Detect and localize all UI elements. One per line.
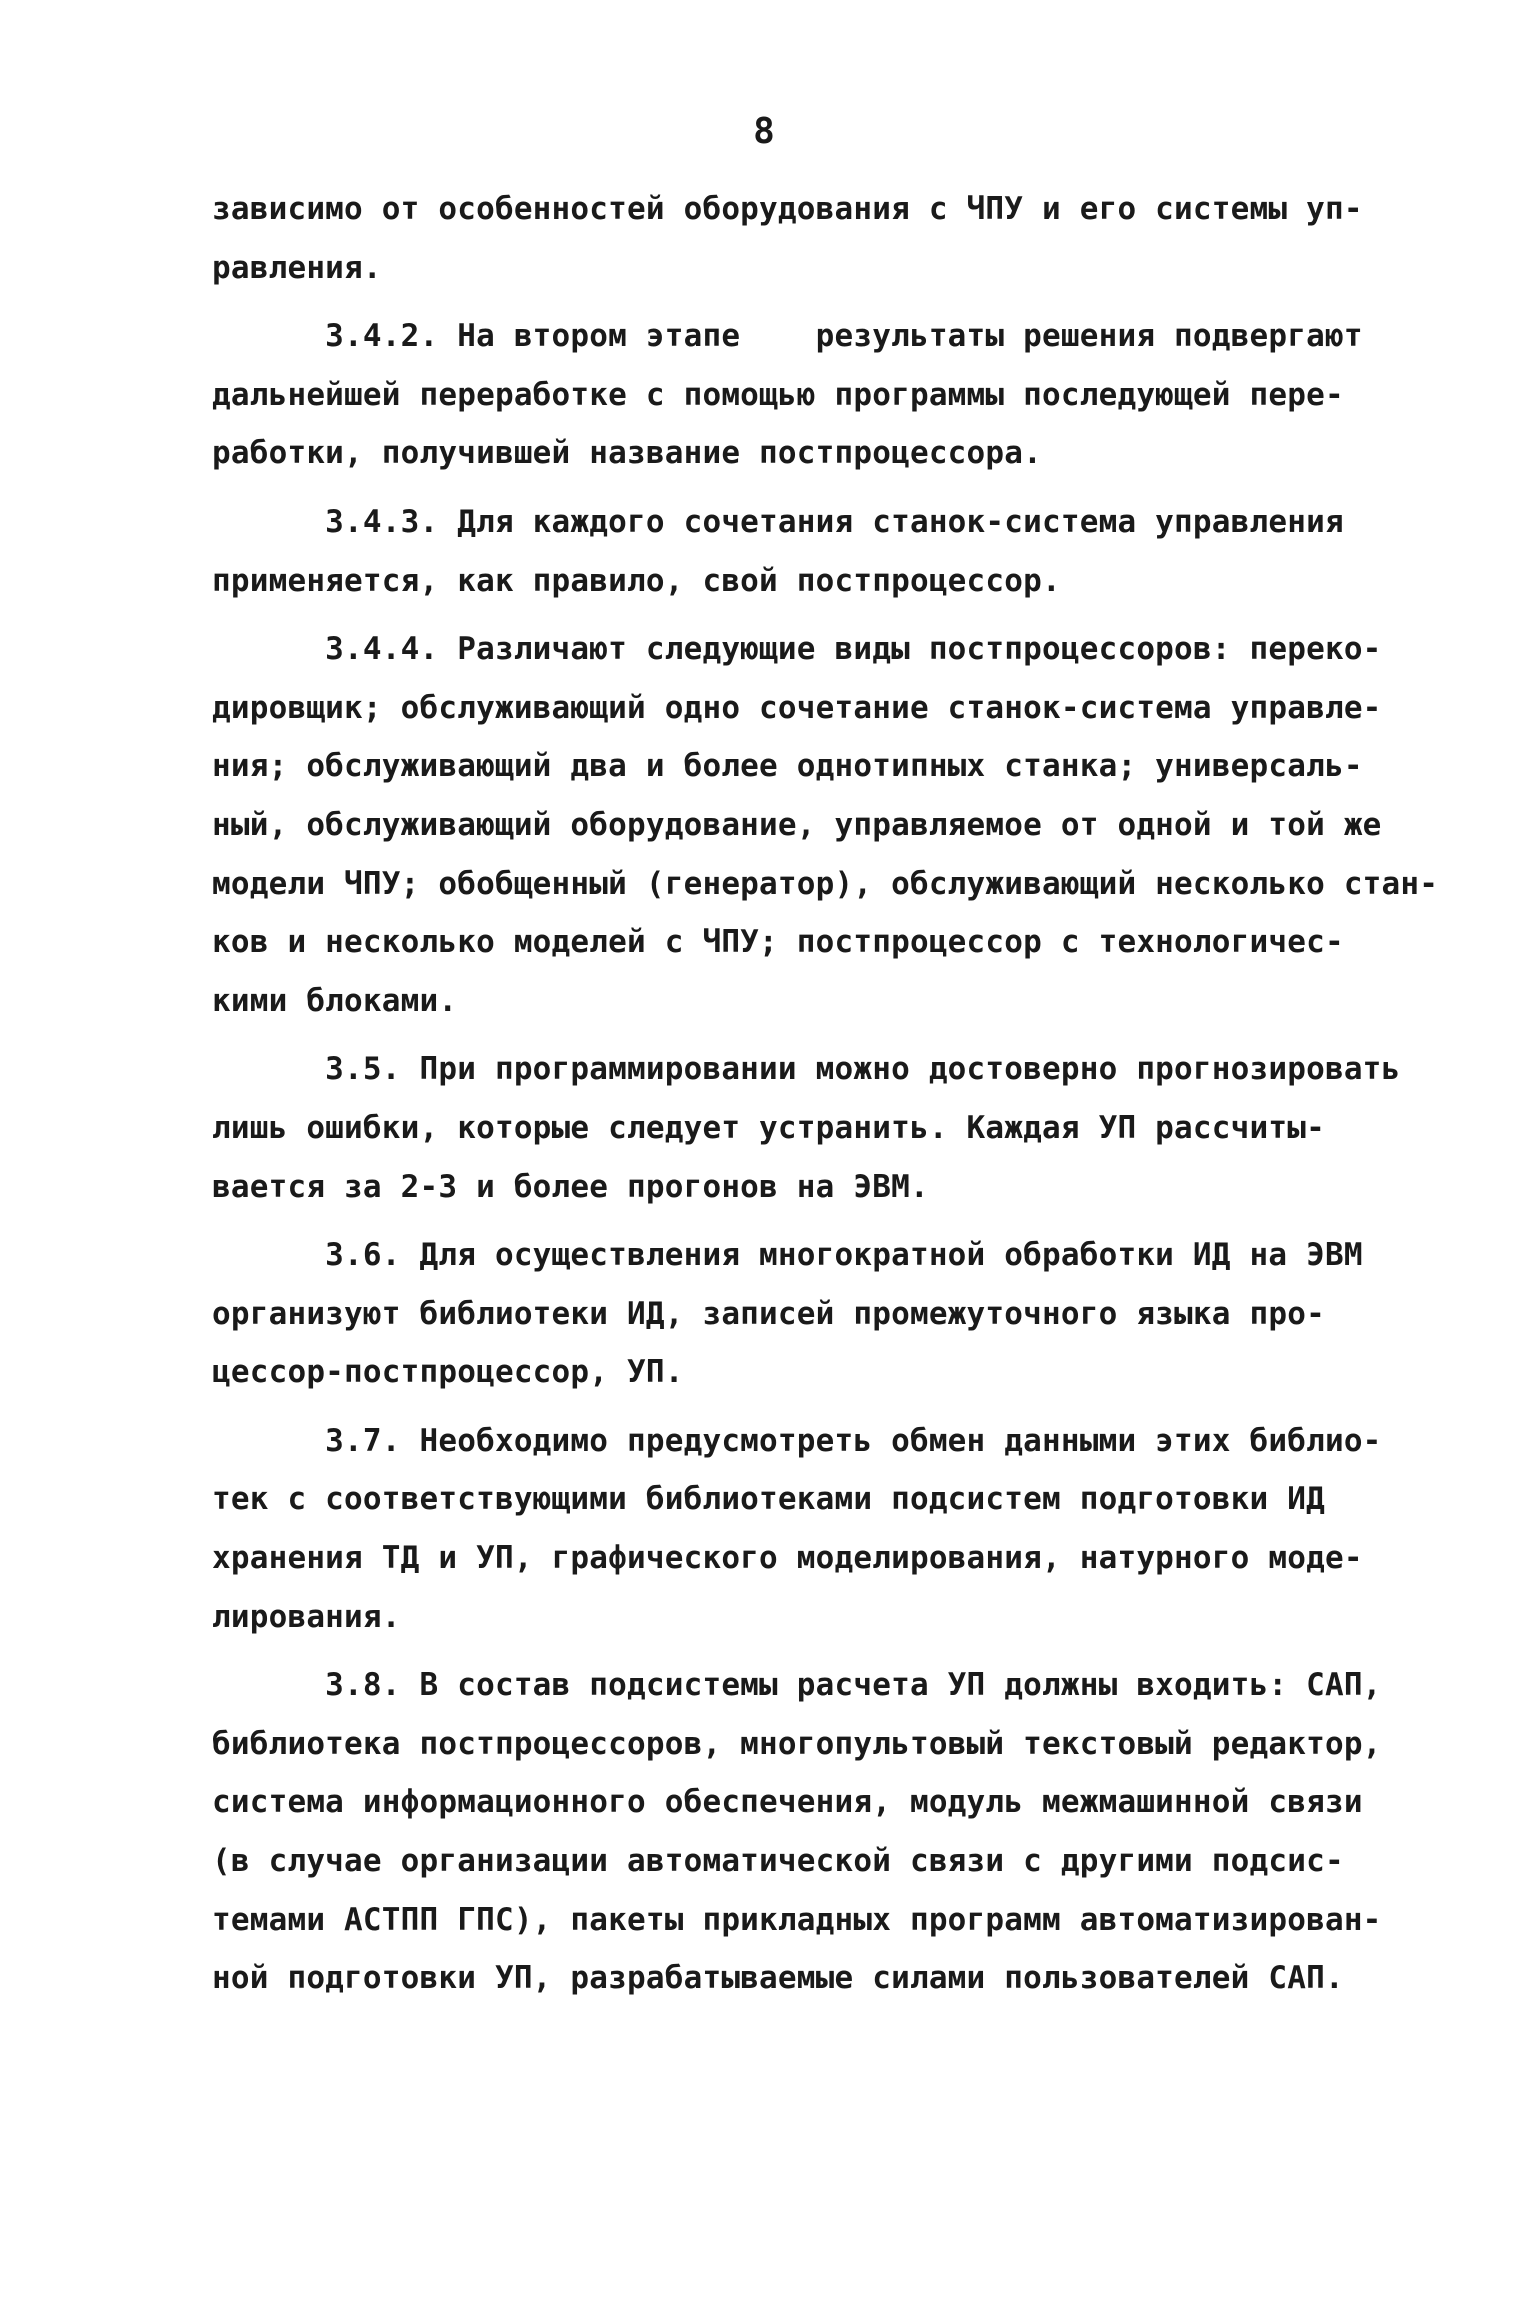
text-line: система информационного обеспечения, модуль межмашинной связи — [212, 1784, 1363, 1821]
text-line: вается за 2-3 и более прогонов на ЭВМ. — [212, 1168, 929, 1205]
text-line: темами АСТПП ГПС), пакеты прикладных программ автоматизирован- — [212, 1901, 1382, 1938]
page-number: 8 — [753, 111, 775, 152]
text-line: ный, обслуживающий оборудование, управляемое от одной и той же — [212, 806, 1382, 843]
text-line: дальнейшей переработке с помощью программы последующей пере- — [212, 376, 1344, 413]
text-line: ния; обслуживающий два и более однотипных станка; универсаль- — [212, 748, 1363, 785]
text-line: 3.6. Для осуществления многократной обработки ИД на ЭВМ — [212, 1237, 1363, 1274]
paragraph-gap — [212, 483, 1342, 493]
text-line: 3.7. Необходимо предусмотреть обмен данными этих библио- — [212, 1422, 1382, 1459]
text-line: лирования. — [212, 1598, 401, 1635]
text-line: равления. — [212, 249, 382, 286]
paragraph-gap — [212, 1030, 1342, 1040]
paragraph-gap — [212, 610, 1342, 620]
paragraph-gap — [212, 1646, 1342, 1656]
text-line: хранения ТД и УП, графического моделирования, натурного моде- — [212, 1540, 1363, 1577]
text-line: библиотека постпроцессоров, многопультовый текстовый редактор, — [212, 1725, 1382, 1762]
text-line: 3.5. При программировании можно достоверно прогнозировать — [212, 1051, 1401, 1088]
text-line: зависимо от особенностей оборудования с ЧПУ и его системы уп- — [212, 191, 1363, 227]
text-line: цессор-постпроцессор, УП. — [212, 1354, 684, 1391]
text-line: лишь ошибки, которые следует устранить. Каждая УП рассчиты- — [212, 1109, 1325, 1146]
body-text — [212, 180, 1439, 2008]
text-line: применяется, как правило, свой постпроцессор. — [212, 562, 1061, 599]
text-line: работки, получившей название постпроцессора. — [212, 435, 1042, 472]
paragraph-gap — [212, 1402, 1342, 1412]
text-line: 3.4.4. Различают следующие виды постпроцессоров: переко- — [212, 631, 1382, 668]
text-line: дировщик; обслуживающий одно сочетание станок-система управле- — [212, 689, 1382, 726]
text-line: ков и несколько моделей с ЧПУ; постпроцессор с технологичес- — [212, 924, 1344, 961]
text-line: (в случае организации автоматической связи с другими подсис- — [212, 1843, 1344, 1880]
text-line: ной подготовки УП, разрабатываемые силами пользователей САП. — [212, 1960, 1344, 1997]
text-line: модели ЧПУ; обобщенный (генератор), обслуживающий несколько стан- — [212, 865, 1439, 902]
paragraph-gap — [212, 1216, 1342, 1226]
text-line: кими блоками. — [212, 982, 458, 1019]
text-line: 3.8. В состав подсистемы расчета УП должны входить: САП, — [212, 1667, 1382, 1704]
text-line: 3.4.3. Для каждого сочетания станок-система управления — [212, 503, 1344, 540]
text-line: организуют библиотеки ИД, записей промежуточного языка про- — [212, 1295, 1325, 1332]
paragraph-gap — [212, 297, 1342, 307]
text-line: 3.4.2. На втором этапе результаты решения подвергают — [212, 318, 1363, 355]
text-line: тек с соответствующими библиотеками подсистем подготовки ИД — [212, 1481, 1325, 1518]
